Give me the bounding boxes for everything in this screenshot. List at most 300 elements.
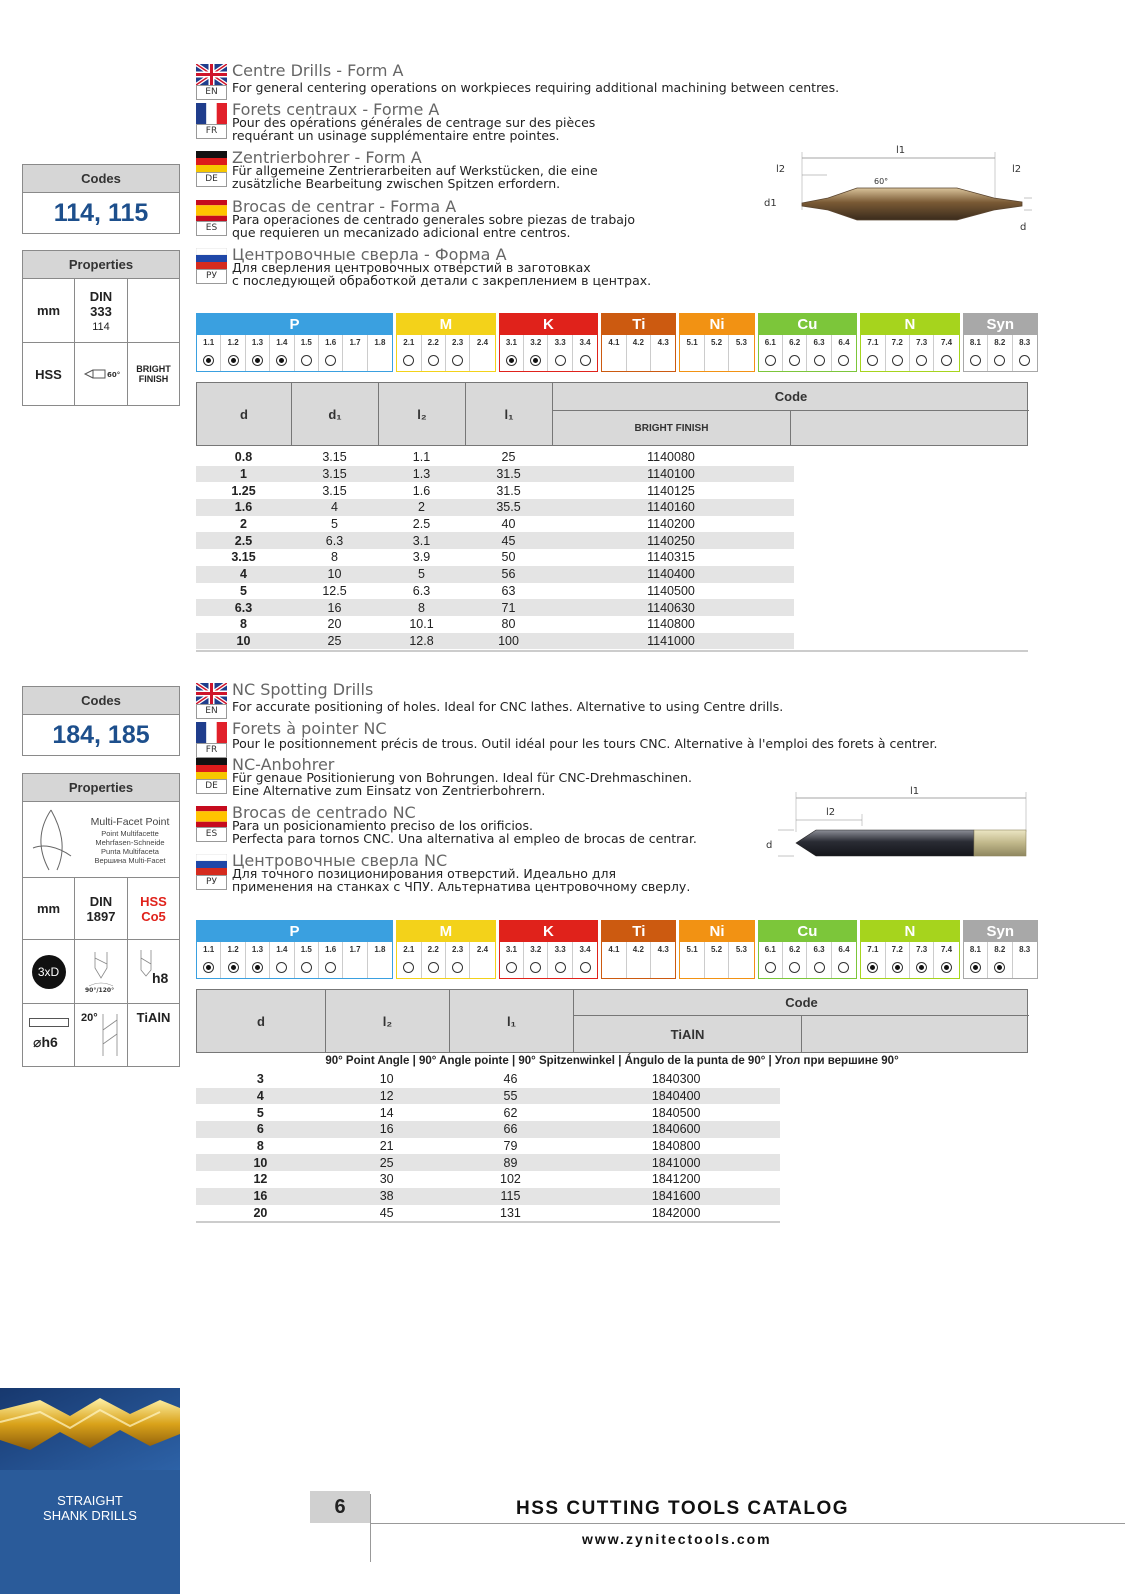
partial-dot-icon [555,355,566,366]
flag-de-icon [196,151,227,172]
table-cell: 1140630 [647,600,695,615]
material-subgroup: 2.4 [476,945,489,954]
table-row [196,516,794,533]
table-cell: 45 [379,1205,394,1220]
properties-label: Properties [23,251,179,279]
material-suitability [295,957,319,978]
table-cell: 2 [418,500,425,515]
col-l2: l₂ [379,383,466,445]
partial-dot-icon [506,962,517,973]
material-suitability [548,350,572,371]
table-cell: 5 [256,1105,264,1120]
material-subgroup: 7.1 [861,942,885,957]
coating-cell: TiAlN [136,1010,171,1025]
suitable-dot-icon [228,355,239,366]
partial-dot-icon [970,355,981,366]
table-cell: 16 [253,1189,268,1204]
table-cell: 1141000 [647,633,695,648]
codes-box-2 [22,686,180,756]
material-subgroup: 1.5 [295,335,319,350]
helix-cell: 20° [75,1004,128,1066]
material-suitability [759,957,783,978]
table-cell: 1840600 [651,1122,701,1137]
material-suitability [368,350,392,371]
partial-dot-icon [814,962,825,973]
table-cell: 115 [500,1189,521,1204]
page-number: 6 [310,1491,370,1523]
table-header-1 [196,382,1028,446]
table-cell: 1840800 [651,1139,701,1154]
material-subgroup: 6.4 [838,338,850,347]
material-subgroup: 3.1 [500,335,524,350]
partial-dot-icon [1019,355,1030,366]
shank-icon [29,1018,69,1027]
material-subgroup: 3.1 [500,942,524,957]
table-cell: 6.3 [325,533,344,548]
material-suitability [343,957,367,978]
svg-text:l2: l2 [826,807,836,818]
angle-icon [75,343,128,405]
material-suitability [627,957,651,978]
material-label: K [500,921,598,942]
material-suitability [319,957,343,978]
material-suitability [270,350,294,371]
svg-text:l1: l1 [910,786,920,797]
material-suitability [270,957,294,978]
material-label: Syn [964,314,1037,335]
table-cell: 5 [331,517,338,532]
empty-cell [128,279,179,343]
table-cell: 31.5 [496,467,521,482]
table-cell: 1842000 [651,1205,701,1220]
material-subgroup: 8.1 [964,335,988,350]
svg-text:90°/120°: 90°/120° [85,986,115,994]
suitable-dot-icon [252,962,263,973]
table-cell: 31.5 [496,483,521,498]
partial-dot-icon [325,355,336,366]
table-cell: 8 [256,1139,264,1154]
table-row [196,1088,780,1105]
table-cell: 1841600 [651,1189,701,1204]
centre-drill-diagram [762,140,1040,240]
table-cell: 131 [500,1205,521,1220]
material-subgroup: 2.1 [397,335,421,350]
material-subgroup: 8.2 [988,335,1012,350]
material-subgroup: 2.2 [422,942,446,957]
col-l2: l₂ [326,990,450,1052]
table-cell: 45 [501,533,516,548]
flag-de-icon [196,758,227,779]
table-cell: 3.15 [231,550,256,565]
col-l1: l₁ [450,990,574,1052]
material-suitability [832,957,856,978]
material-group-n [860,313,960,372]
svg-text:l2: l2 [776,164,786,175]
material-suitability [729,350,753,371]
table-cell: 1.25 [231,483,256,498]
material-subgroup: 1.5 [295,942,319,957]
table-row [196,449,794,466]
table-cell: 1140315 [647,550,695,565]
material-suitability [705,957,729,978]
material-group-k [499,313,599,372]
catalog-title: HSS CUTTING TOOLS CATALOG [516,1498,850,1519]
table-cell: 2.5 [234,533,253,548]
table-cell: 38 [379,1189,394,1204]
material-subgroup: 5.1 [680,335,704,350]
material-subgroup: 5.2 [705,942,729,957]
table-cell: 4 [331,500,338,515]
material-suitability [807,350,831,371]
material-suitability [705,350,729,371]
table-cell: 1140080 [647,450,695,465]
material-subgroup: 5.3 [735,945,747,954]
material-group-syn [963,313,1038,372]
table-cell: 25 [327,633,342,648]
suitable-dot-icon [252,355,263,366]
table-cell: 63 [501,583,516,598]
material-subgroup: 7.2 [886,335,910,350]
partial-dot-icon [301,962,312,973]
table-cell: 8 [240,617,247,632]
material-suitability [524,957,548,978]
material-label: Ni [680,921,753,942]
table-cell: 6.3 [234,600,253,615]
material-suitability [422,957,446,978]
point-angle-note: 90° Point Angle | 90° Angle pointe | 90° Spitzenwinkel | Ángulo de la punta de 90° | Угол при вершине 90° [325,1055,899,1067]
material-suitability [1013,957,1037,978]
material-suitability [397,957,421,978]
material-label: N [861,921,959,942]
table-row [196,1104,780,1121]
material-suitability [651,957,675,978]
divider [196,1221,780,1223]
material-subgroup: 5.2 [705,335,729,350]
flag-uk-icon [196,683,227,704]
table-cell: 1140100 [647,467,695,482]
material-suitability [221,957,245,978]
svg-text:STRAIGHT: STRAIGHT [57,1493,123,1508]
material-group-k [499,920,599,979]
suitable-dot-icon [994,962,1005,973]
material-group-ti [601,313,676,372]
properties-box-2 [22,773,180,1067]
partial-dot-icon [276,962,287,973]
table-cell: 1 [240,467,247,482]
table-cell: 1840400 [651,1089,701,1104]
material-suitability [368,957,392,978]
material-subgroup: 1.8 [374,338,386,347]
table-cell: 46 [503,1072,518,1087]
table-cell: 1140160 [647,500,695,515]
material-subgroup: 3.4 [579,945,591,954]
material-suitability [988,350,1012,371]
footer-vrule [370,1494,371,1562]
material-suitability [470,957,494,978]
helix-icon [99,1010,121,1060]
material-suitability [524,350,548,371]
table-cell: 10 [379,1072,394,1087]
partial-dot-icon [789,962,800,973]
svg-text:l2: l2 [1012,164,1022,175]
table-cell: 4 [240,567,247,582]
table-cell: 40 [501,517,516,532]
material-subgroup: 4.2 [627,942,651,957]
drill-banner-image [0,1388,180,1594]
table-cell: 3.1 [412,533,431,548]
material-group-syn [963,920,1038,979]
table-cell: 5 [240,583,247,598]
table-row [196,1071,780,1088]
partial-dot-icon [867,355,878,366]
material-suitability [680,957,704,978]
material-suitability [319,350,343,371]
codes-label: Codes [23,165,179,193]
material-subgroup: 1.4 [270,942,294,957]
material-suitability [295,350,319,371]
suitable-dot-icon [276,355,287,366]
material-suitability [861,350,885,371]
material-subgroup: 4.1 [602,335,626,350]
material-subgroup: 1.8 [374,945,386,954]
material-suitability [627,350,651,371]
material-label: Cu [759,314,857,335]
material-suitability [221,350,245,371]
material-subgroup: 3.3 [548,335,572,350]
table-cell: 12.5 [322,583,347,598]
material-subgroup: 7.4 [940,338,953,347]
table-row [196,482,794,499]
table-cell: 4 [256,1089,264,1104]
partial-dot-icon [452,355,463,366]
material-subgroup: 6.3 [807,335,831,350]
table-cell: 100 [498,633,519,648]
partial-dot-icon [428,355,439,366]
flag-es-icon [196,200,227,221]
table-body-1 [196,449,794,649]
unit-cell: mm [23,878,75,940]
material-group-m [396,920,496,979]
material-subgroup: 1.1 [197,335,221,350]
material-subgroup: 8.3 [1019,338,1031,347]
depth-badge: 3xD [32,955,66,989]
material-subgroup: 4.2 [627,335,651,350]
material-suitability [886,350,910,371]
partial-dot-icon [789,355,800,366]
din-cell: DIN 333 114 [75,279,128,343]
material-group-ni [679,313,754,372]
codes-value: 184, 185 [52,721,150,749]
table-cell: 8 [331,550,338,565]
partial-dot-icon [994,355,1005,366]
material-subgroup: 6.4 [838,945,850,954]
material-subgroup: 8.2 [988,942,1012,957]
table-cell: 12.8 [409,633,434,648]
table-body-2 [196,1071,780,1221]
material-subgroup: 1.2 [221,335,245,350]
din-cell: DIN 1897 [75,878,128,940]
material-subgroup: 7.4 [940,945,953,954]
material-subgroup: 6.2 [783,942,807,957]
material-suitability [729,957,753,978]
table-cell: 79 [503,1139,518,1154]
table-cell: 3.15 [322,450,347,465]
website-link[interactable]: www.zynitectools.com [582,1531,772,1547]
col-d: d [197,990,326,1052]
table-cell: 3.9 [412,550,431,565]
material-label: M [397,921,495,942]
flag-fr-icon [196,103,227,124]
material-subgroup: 6.2 [783,335,807,350]
table-cell: 1140500 [647,583,695,598]
material-group-n [860,920,960,979]
properties-box-1 [22,250,180,406]
material-suitability [964,350,988,371]
flag-fr-icon [196,722,227,743]
table-cell: 71 [501,600,516,615]
svg-text:d: d [1020,222,1027,233]
material-subgroup: 2.1 [397,942,421,957]
table-cell: 35.5 [496,500,521,515]
flag-ru-icon [196,854,227,875]
material-group-p [196,313,393,372]
col-code: Code [553,383,1029,411]
table-cell: 16 [379,1122,394,1137]
material-subgroup: 1.3 [246,942,270,957]
flag-ru-icon [196,248,227,269]
material-subgroup: 5.3 [735,338,747,347]
svg-text:d: d [766,840,773,851]
table-cell: 102 [500,1172,521,1187]
table-cell: 6 [256,1122,264,1137]
table-header-2 [196,989,1028,1053]
multi-facet-cell: Multi-Facet Point Point Multifacette Mehrfasen-Schneide Punta Multifaceta Вершина Multi-Facet [23,802,179,878]
material-suitability [934,957,958,978]
multi-facet-icon [29,808,75,872]
material-label: Ti [602,921,675,942]
table-cell: 21 [379,1139,394,1154]
partial-dot-icon [530,962,541,973]
material-subgroup: 1.7 [343,942,367,957]
table-cell: 1840300 [651,1072,701,1087]
material-subgroup: 2.2 [422,335,446,350]
suitable-dot-icon [203,962,214,973]
material-subgroup: 3.3 [548,942,572,957]
partial-dot-icon [916,355,927,366]
material-suitability [422,350,446,371]
footer-rule [370,1523,1125,1524]
table-row [196,1205,780,1222]
material-subgroup: 7.3 [910,335,934,350]
material-subgroup: 6.1 [759,942,783,957]
material-suitability [446,957,470,978]
material-subgroup: 7.3 [910,942,934,957]
material-subgroup: 8.3 [1019,945,1031,954]
svg-text:SHANK DRILLS: SHANK DRILLS [43,1508,137,1523]
material-suitability [500,350,524,371]
material-suitability [910,957,934,978]
table-row [196,1188,780,1205]
table-row [196,466,794,483]
material-suitability [446,350,470,371]
table-cell: 1140200 [647,517,695,532]
table-cell: 12 [379,1089,394,1104]
material-subgroup: 7.1 [861,335,885,350]
material-subgroup: 4.1 [602,942,626,957]
material-suitability [602,350,626,371]
material-suitability [964,957,988,978]
table-cell: 55 [503,1089,518,1104]
material-label: P [197,921,392,942]
material-suitability [807,957,831,978]
material-suitability [246,957,270,978]
partial-dot-icon [838,962,849,973]
table-cell: 1140125 [647,483,695,498]
table-cell: 1140400 [647,567,695,582]
material-suitability [783,350,807,371]
table-cell: 30 [379,1172,394,1187]
table-row [196,532,794,549]
table-cell: 5 [418,567,425,582]
table-cell: 66 [503,1122,518,1137]
table-cell: 50 [501,550,516,565]
partial-dot-icon [403,962,414,973]
col-code: Code [574,990,1029,1016]
partial-dot-icon [892,355,903,366]
suitable-dot-icon [530,355,541,366]
table-row [196,599,794,616]
table-row [196,1171,780,1188]
point-angle-icon [81,950,121,994]
table-cell: 12 [253,1172,268,1187]
material-subgroup: 7.2 [886,942,910,957]
table-row [196,1154,780,1171]
material-suitability [910,350,934,371]
table-cell: 1.3 [412,467,431,482]
material-group-p [196,920,393,979]
material-subgroup: 1.4 [270,335,294,350]
partial-dot-icon [838,355,849,366]
material-suitability [397,350,421,371]
table-cell: 1140800 [647,617,695,632]
divider [196,650,1028,652]
partial-dot-icon [941,355,952,366]
material-subgroup: 1.7 [343,335,367,350]
material-suitability [500,957,524,978]
material-subgroup: 1.6 [319,942,343,957]
suitable-dot-icon [916,962,927,973]
material-group-ti [601,920,676,979]
suitable-dot-icon [941,962,952,973]
material-suitability [680,350,704,371]
table-cell: 1841000 [651,1155,701,1170]
material-subgroup: 4.3 [657,945,669,954]
material-subgroup: 1.2 [221,942,245,957]
material-cell: HSS Co5 [128,878,179,940]
partial-dot-icon [765,355,776,366]
angles-cell [75,940,128,1004]
materials-grid-1 [196,313,1038,372]
svg-text:60°: 60° [874,177,889,186]
table-row [196,633,794,650]
material-suitability [988,957,1012,978]
material-subgroup: 3.2 [524,942,548,957]
col-l1: l₁ [466,383,553,445]
material-suitability [886,957,910,978]
material-suitability [1013,350,1037,371]
table-row [196,566,794,583]
table-cell: 10.1 [409,617,434,632]
